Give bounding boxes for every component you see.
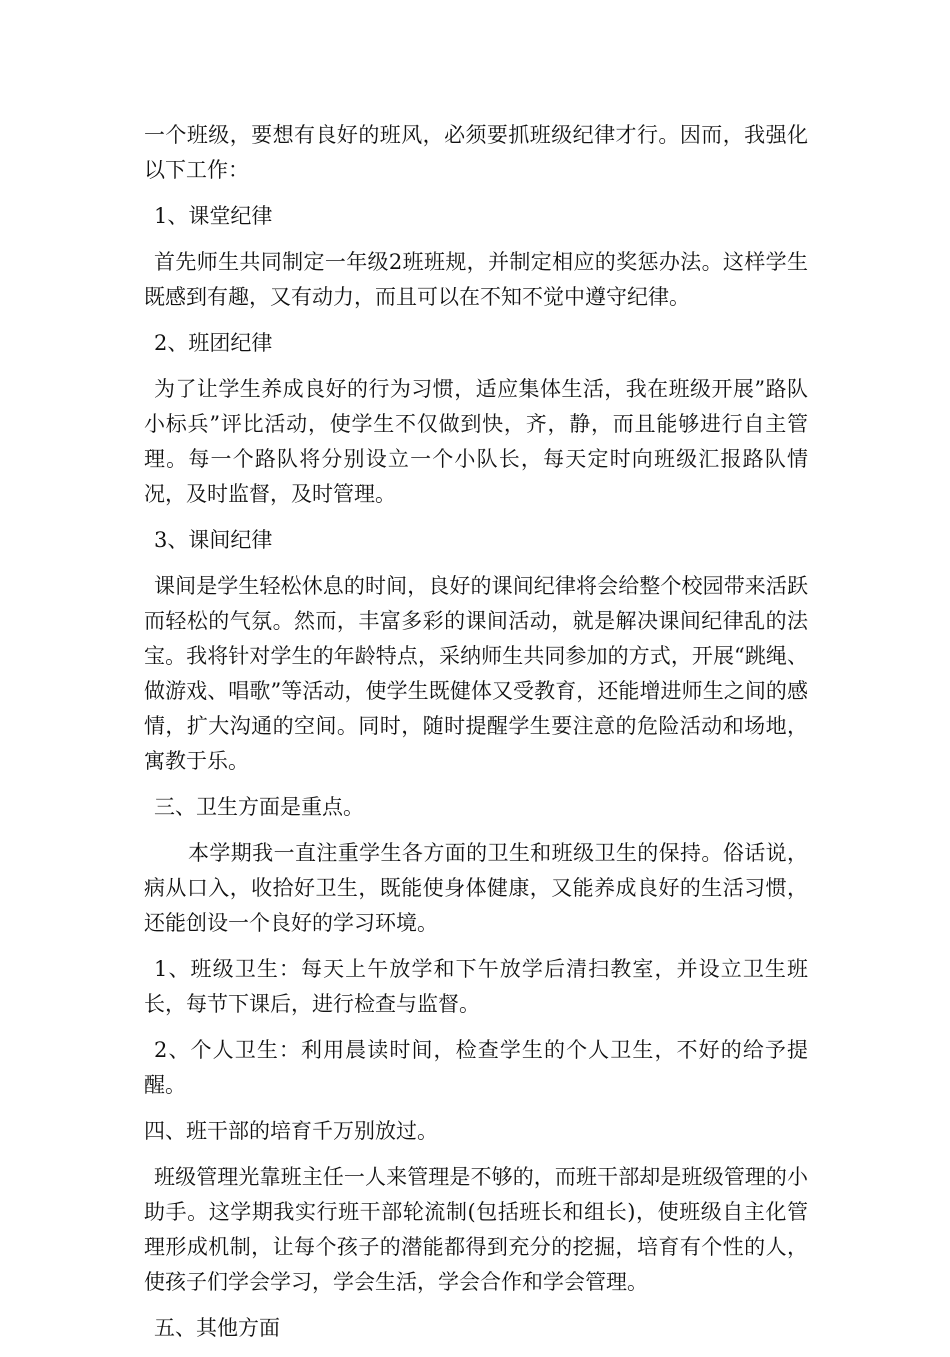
section-heading-hygiene: 三、卫生方面是重点。	[154, 795, 364, 819]
heading-classroom-discipline: 1、课堂纪律	[154, 204, 273, 228]
heading-recess-discipline: 3、课间纪律	[154, 528, 273, 552]
paragraph-personal-hygiene: 2、个人卫生：利用晨读时间，检查学生的个人卫生，不好的给予提醒。	[144, 1038, 808, 1097]
paragraph-class-cadres: 班级管理光靠班主任一人来管理是不够的，而班干部却是班级管理的小助手。这学期我实行班干部轮流制(包括班长和组长)，使班级自主化管理形成机制，让每个孩子的潜能都得到充分的挖掘，培育有个性的人，使孩子们学会学习，学会生活，学会合作和学会管理。	[144, 1165, 808, 1294]
paragraph-intro: 一个班级，要想有良好的班风，必须要抓班级纪律才行。因而，我强化以下工作：	[144, 123, 808, 182]
paragraph-team-discipline: 为了让学生养成良好的行为习惯，适应集体生活，我在班级开展”路队小标兵”评比活动，使学生不仅做到快，齐，静，而且能够进行自主管理。每一个路队将分别设立一个小队长，每天定时向班级汇报路队情况，及时监督，及时管理。	[144, 377, 808, 506]
document-body	[144, 118, 808, 1357]
paragraph-hygiene: 本学期我一直注重学生各方面的卫生和班级卫生的保持。俗话说，病从口入，收拾好卫生，既能使身体健康，又能养成良好的生活习惯，还能创设一个良好的学习环境。	[144, 841, 808, 935]
section-heading-class-cadres: 四、班干部的培育千万别放过。	[144, 1119, 438, 1143]
paragraph-classroom-discipline: 首先师生共同制定一年级2班班规，并制定相应的奖惩办法。这样学生既感到有趣，又有动力，而且可以在不知不觉中遵守纪律。	[144, 250, 808, 309]
heading-team-discipline: 2、班团纪律	[154, 331, 273, 355]
paragraph-recess-discipline: 课间是学生轻松休息的时间，良好的课间纪律将会给整个校园带来活跃而轻松的气氛。然而，丰富多彩的课间活动，就是解决课间纪律乱的法宝。我将针对学生的年龄特点，采纳师生共同参加的方式，开展“跳绳、做游戏、唱歌”等活动，使学生既健体又受教育，还能增进师生之间的感情，扩大沟通的空间。同时，随时提醒学生要注意的危险活动和场地，寓教于乐。	[144, 574, 808, 773]
paragraph-class-hygiene: 1、班级卫生：每天上午放学和下午放学后清扫教室，并设立卫生班长，每节下课后，进行检查与监督。	[144, 957, 808, 1016]
section-heading-other: 五、其他方面	[154, 1316, 280, 1340]
